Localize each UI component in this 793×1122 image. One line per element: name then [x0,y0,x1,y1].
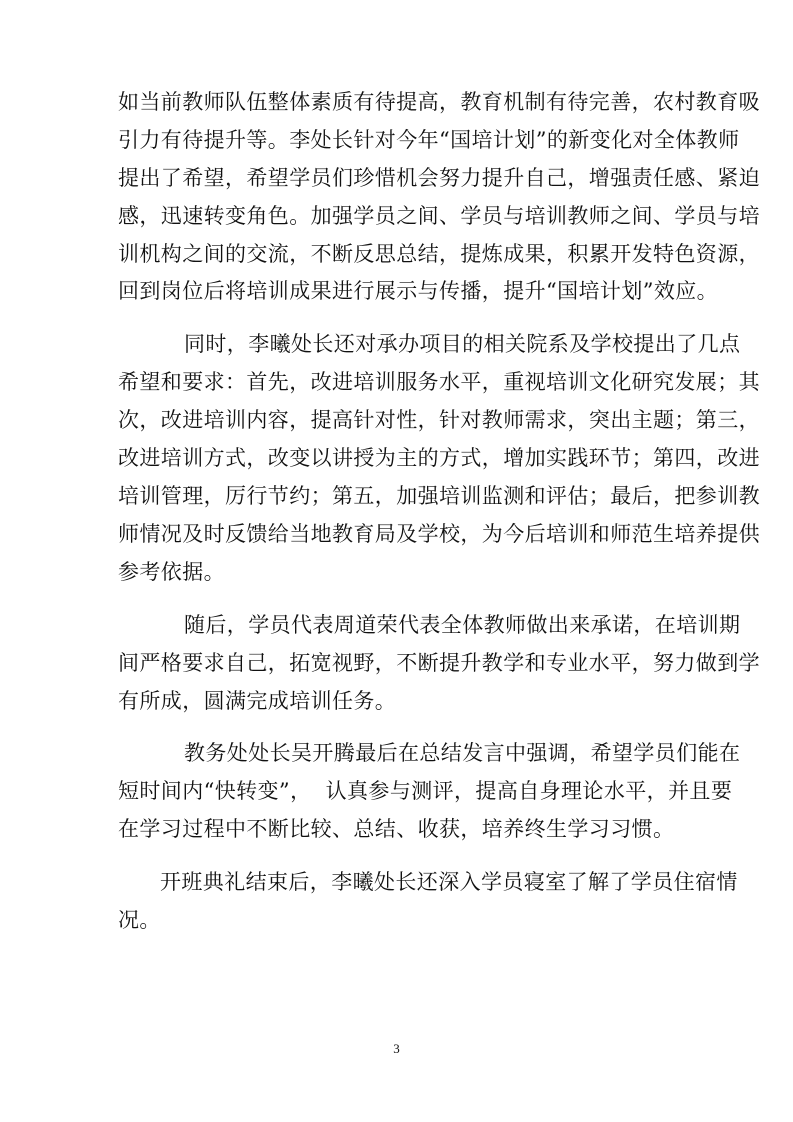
page-number: 3 [393,1041,400,1056]
text-line: 随后，学员代表周道荣代表全体教师做出来承诺，在培训期 [184,613,741,637]
text-line: 改进培训方式，改变以讲授为主的方式，增加实践环节；第四，改进 [118,446,760,470]
text-line: 同时，李曦处长还对承办项目的相关院系及学校提出了几点 [184,332,741,356]
text-line: 回到岗位后将培训成果进行展示与传播，提升“国培计划”效应。 [118,279,719,303]
text-line: 如当前教师队伍整体素质有待提高，教育机制有待完善，农村教育吸 [118,90,760,114]
text-line: 提出了希望，希望学员们珍惜机会努力提升自己，增强责任感、紧迫 [118,166,760,190]
text-line: 希望和要求：首先，改进培训服务水平，重视培训文化研究发展；其 [118,370,760,394]
text-line: 感，迅速转变角色。加强学员之间、学员与培训教师之间、学员与培 [118,204,760,228]
text-line: 在学习过程中不断比较、总结、收获，培养终生学习习惯。 [118,817,675,841]
text-line: 间严格要求自己，拓宽视野，不断提升教学和专业水平，努力做到学 [118,651,760,675]
text-line: 次，改进培训内容，提高针对性，针对教师需求，突出主题；第三， [118,408,760,432]
text-line: 教务处处长吴开腾最后在总结发言中强调，希望学员们能在 [184,741,741,765]
text-line: 开班典礼结束后，李曦处长还深入学员寝室了解了学员住宿情 [160,870,738,894]
text-line: 训机构之间的交流，不断反思总结，提炼成果，积累开发特色资源， [118,242,760,266]
text-line: 短时间内“快转变”， 认真参与测评，提高自身理论水平，并且要 [118,779,733,803]
text-line: 引力有待提升等。李处长针对今年“国培计划”的新变化对全体教师 [118,128,740,152]
text-line: 培训管理，厉行节约；第五，加强培训监测和评估；最后，把参训教 [118,484,760,508]
text-line: 况。 [118,908,161,932]
text-line: 有所成，圆满完成培训任务。 [118,689,397,713]
text-line: 师情况及时反馈给当地教育局及学校，为今后培训和师范生培养提供 [118,522,760,546]
text-line: 参考依据。 [118,560,225,584]
